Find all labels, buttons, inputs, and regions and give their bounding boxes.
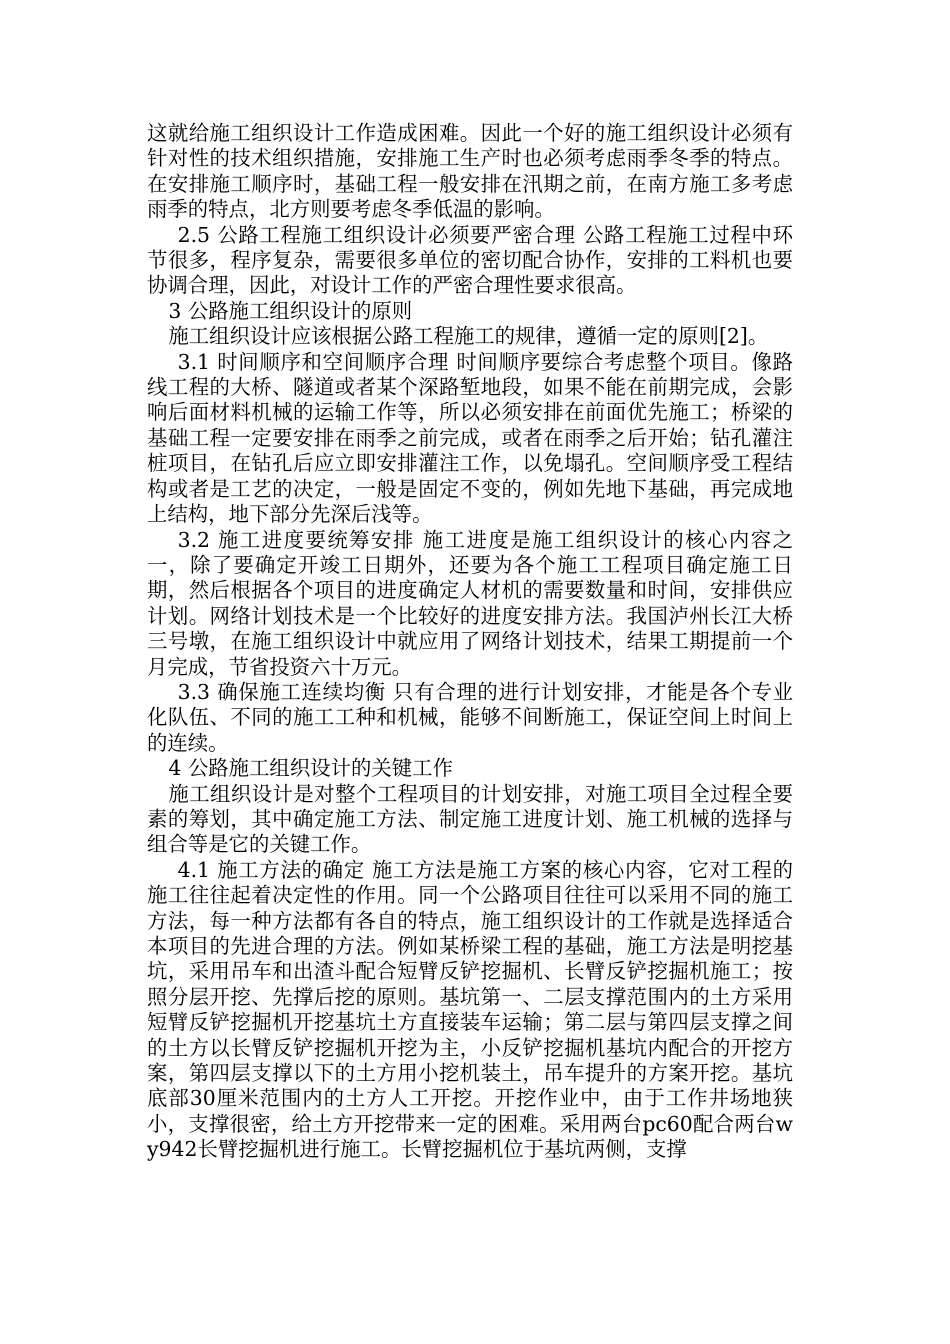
paragraph-section-4-intro: 施工组织设计是对整个工程项目的计划安排，对施工项目全过程全要素的筹划，其中确定施工方法、制定施工进度计划、施工机械的选择与组合等是它的关键工作。	[147, 781, 793, 857]
paragraph-2-5: 2.5 公路工程施工组织设计必须要严密合理 公路工程施工过程中环节很多，程序复杂，需要很多单位的密切配合协作，安排的工料机也要协调合理，因此，对设计工作的严密合理性要求很高。	[147, 222, 793, 298]
paragraph-3-3: 3.3 确保施工连续均衡 只有合理的进行计划安排，才能是各个专业化队伍、不同的施工工种和机械，能够不间断施工，保证空间上时间上的连续。	[147, 679, 793, 755]
paragraph-3-2: 3.2 施工进度要统筹安排 施工进度是施工组织设计的核心内容之一，除了要确定开竣工日期外，还要为各个施工工程项目确定施工日期，然后根据各个项目的进度确定人材机的需要数量和时间，安排供应计划。网络计划技术是一个比较好的进度安排方法。我国泸州长江大桥三号墩，在施工组织设计中就应用了网络计划技术，结果工期提前一个月完成，节省投资六十万元。	[147, 527, 793, 679]
document-page	[147, 121, 793, 1163]
paragraph-continuation: 这就给施工组织设计工作造成困难。因此一个好的施工组织设计必须有针对性的技术组织措施，安排施工生产时也必须考虑雨季冬季的特点。在安排施工顺序时，基础工程一般安排在汛期之前，在南方施工多考虑雨季的特点，北方则要考虑冬季低温的影响。	[147, 121, 793, 222]
section-heading-3: 3 公路施工组织设计的原则	[168, 298, 413, 323]
paragraph-3-1: 3.1 时间顺序和空间顺序合理 时间顺序要综合考虑整个项目。像路线工程的大桥、隧道或者某个深路堑地段，如果不能在前期完成，会影响后面材料机械的运输工作等，所以必须安排在前面优先施工；桥梁的基础工程一定要安排在雨季之前完成，或者在雨季之后开始；钻孔灌注桩项目，在钻孔后应立即安排灌注工作，以免塌孔。空间顺序受工程结构或者是工艺的决定，一般是固定不变的，例如先地下基础，再完成地上结构，地下部分先深后浅等。	[147, 349, 793, 527]
paragraph-section-3-intro: 施工组织设计应该根据公路工程施工的规律，遵循一定的原则[2]。	[168, 324, 769, 349]
section-heading-4: 4 公路施工组织设计的关键工作	[168, 756, 453, 781]
paragraph-4-1: 4.1 施工方法的确定 施工方法是施工方案的核心内容，它对工程的施工往往起着决定性的作用。同一个公路项目往往可以采用不同的施工方法，每一种方法都有各自的特点，施工组织设计的工作就是选择适合本项目的先进合理的方法。例如某桥梁工程的基础，施工方法是明挖基坑，采用吊车和出渣斗配合短臂反铲挖掘机、长臂反铲挖掘机施工；按照分层开挖、先撑后挖的原则。基坑第一、二层支撑范围内的土方采用短臂反铲挖掘机开挖基坑土方直接装车运输；第二层与第四层支撑之间的土方以长臂反铲挖掘机开挖为主，小反铲挖掘机基坑内配合的开挖方案，第四层支撑以下的土方用小挖机装土，吊车提升的方案开挖。基坑底部30厘米范围内的土方人工开挖。开挖作业中，由于工作井场地狭小，支撑很密，给土方开挖带来一定的困难。采用两台pc60配合两台wy942长臂挖掘机进行施工。长臂挖掘机位于基坑两侧，支撑	[147, 857, 793, 1162]
